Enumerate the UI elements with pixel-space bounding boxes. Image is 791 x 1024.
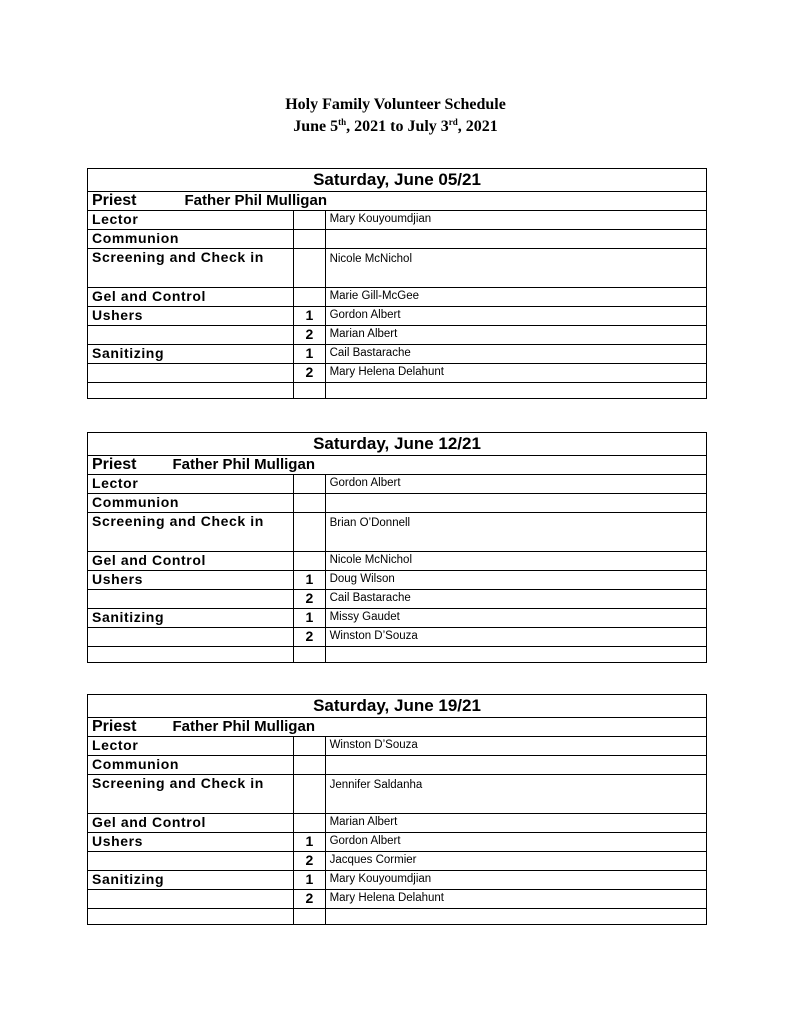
slot-number [294, 249, 325, 288]
slot-number [294, 775, 325, 814]
slot-number [294, 737, 325, 756]
slot-number [294, 211, 325, 230]
role-empty [88, 890, 294, 909]
document-title: Holy Family Volunteer Schedule [285, 96, 506, 113]
schedule-table-june-12 [87, 432, 707, 663]
volunteer-sanitizing-2: Mary Helena Delahunt [325, 364, 706, 383]
volunteer-communion [325, 230, 706, 249]
role-lector: Lector [88, 211, 294, 230]
volunteer-usher-2: Marian Albert [325, 326, 706, 345]
blank-cell [325, 909, 706, 925]
volunteer-sanitizing-1: Missy Gaudet [325, 609, 706, 628]
role-sanitizing: Sanitizing [88, 871, 294, 890]
date-range [0, 116, 791, 138]
blank-cell [294, 909, 325, 925]
slot-number: 2 [294, 628, 325, 647]
schedule-table-june-19 [87, 694, 707, 925]
role-communion: Communion [88, 494, 294, 513]
volunteer-lector: Mary Kouyoumdjian [325, 211, 706, 230]
slot-number [294, 475, 325, 494]
volunteer-gel-control: Nicole McNichol [325, 552, 706, 571]
slot-number [294, 552, 325, 571]
priest-row [88, 718, 707, 737]
role-ushers: Ushers [88, 571, 294, 590]
schedule-day-heading: Saturday, June 05/21 [88, 169, 707, 192]
role-sanitizing: Sanitizing [88, 345, 294, 364]
priest-name: Father Phil Mulligan [172, 456, 315, 473]
role-ushers: Ushers [88, 307, 294, 326]
blank-cell [88, 383, 294, 399]
role-communion: Communion [88, 230, 294, 249]
slot-number: 1 [294, 571, 325, 590]
role-communion: Communion [88, 756, 294, 775]
schedule-day-heading: Saturday, June 12/21 [88, 433, 707, 456]
blank-cell [88, 909, 294, 925]
role-empty [88, 852, 294, 871]
volunteer-sanitizing-1: Cail Bastarache [325, 345, 706, 364]
volunteer-screening: Brian O’Donnell [325, 513, 706, 552]
slot-number: 1 [294, 833, 325, 852]
volunteer-gel-control: Marie Gill-McGee [325, 288, 706, 307]
blank-cell [294, 647, 325, 663]
range-end: , 2021 [457, 118, 498, 135]
blank-cell [88, 647, 294, 663]
slot-number [294, 288, 325, 307]
volunteer-usher-1: Gordon Albert [325, 833, 706, 852]
volunteer-sanitizing-2: Winston D’Souza [325, 628, 706, 647]
role-screening: Screening and Check in [88, 775, 294, 814]
role-ushers: Ushers [88, 833, 294, 852]
role-gel-control: Gel and Control [88, 814, 294, 833]
slot-number [294, 756, 325, 775]
volunteer-communion [325, 756, 706, 775]
volunteer-gel-control: Marian Albert [325, 814, 706, 833]
slot-number: 1 [294, 345, 325, 364]
range-start-suffix: th [338, 117, 347, 127]
range-end-suffix: rd [448, 117, 458, 127]
range-middle: , 2021 to July 3 [346, 118, 449, 135]
slot-number: 2 [294, 852, 325, 871]
role-empty [88, 364, 294, 383]
role-sanitizing: Sanitizing [88, 609, 294, 628]
range-start: June 5 [293, 118, 339, 135]
role-lector: Lector [88, 475, 294, 494]
slot-number [294, 230, 325, 249]
priest-name: Father Phil Mulligan [172, 718, 315, 735]
blank-cell [325, 383, 706, 399]
volunteer-usher-2: Cail Bastarache [325, 590, 706, 609]
volunteer-usher-1: Doug Wilson [325, 571, 706, 590]
role-lector: Lector [88, 737, 294, 756]
slot-number: 1 [294, 307, 325, 326]
role-gel-control: Gel and Control [88, 552, 294, 571]
role-screening: Screening and Check in [88, 249, 294, 288]
slot-number [294, 814, 325, 833]
volunteer-usher-1: Gordon Albert [325, 307, 706, 326]
volunteer-lector: Gordon Albert [325, 475, 706, 494]
volunteer-lector: Winston D’Souza [325, 737, 706, 756]
volunteer-screening: Nicole McNichol [325, 249, 706, 288]
volunteer-sanitizing-1: Mary Kouyoumdjian [325, 871, 706, 890]
slot-number [294, 494, 325, 513]
slot-number: 2 [294, 590, 325, 609]
slot-number [294, 513, 325, 552]
document-header [0, 94, 791, 138]
schedule-day-heading: Saturday, June 19/21 [88, 695, 707, 718]
role-empty [88, 628, 294, 647]
schedule-table-june-05 [87, 168, 707, 399]
volunteer-communion [325, 494, 706, 513]
blank-cell [294, 383, 325, 399]
slot-number: 1 [294, 871, 325, 890]
priest-label: Priest [92, 456, 137, 473]
priest-label: Priest [92, 718, 137, 735]
slot-number: 2 [294, 890, 325, 909]
role-gel-control: Gel and Control [88, 288, 294, 307]
priest-label: Priest [92, 192, 137, 209]
priest-row [88, 456, 707, 475]
role-screening: Screening and Check in [88, 513, 294, 552]
priest-row [88, 192, 707, 211]
role-empty [88, 326, 294, 345]
volunteer-screening: Jennifer Saldanha [325, 775, 706, 814]
volunteer-usher-2: Jacques Cormier [325, 852, 706, 871]
priest-name: Father Phil Mulligan [184, 192, 327, 209]
slot-number: 2 [294, 364, 325, 383]
slot-number: 2 [294, 326, 325, 345]
volunteer-sanitizing-2: Mary Helena Delahunt [325, 890, 706, 909]
role-empty [88, 590, 294, 609]
blank-cell [325, 647, 706, 663]
slot-number: 1 [294, 609, 325, 628]
